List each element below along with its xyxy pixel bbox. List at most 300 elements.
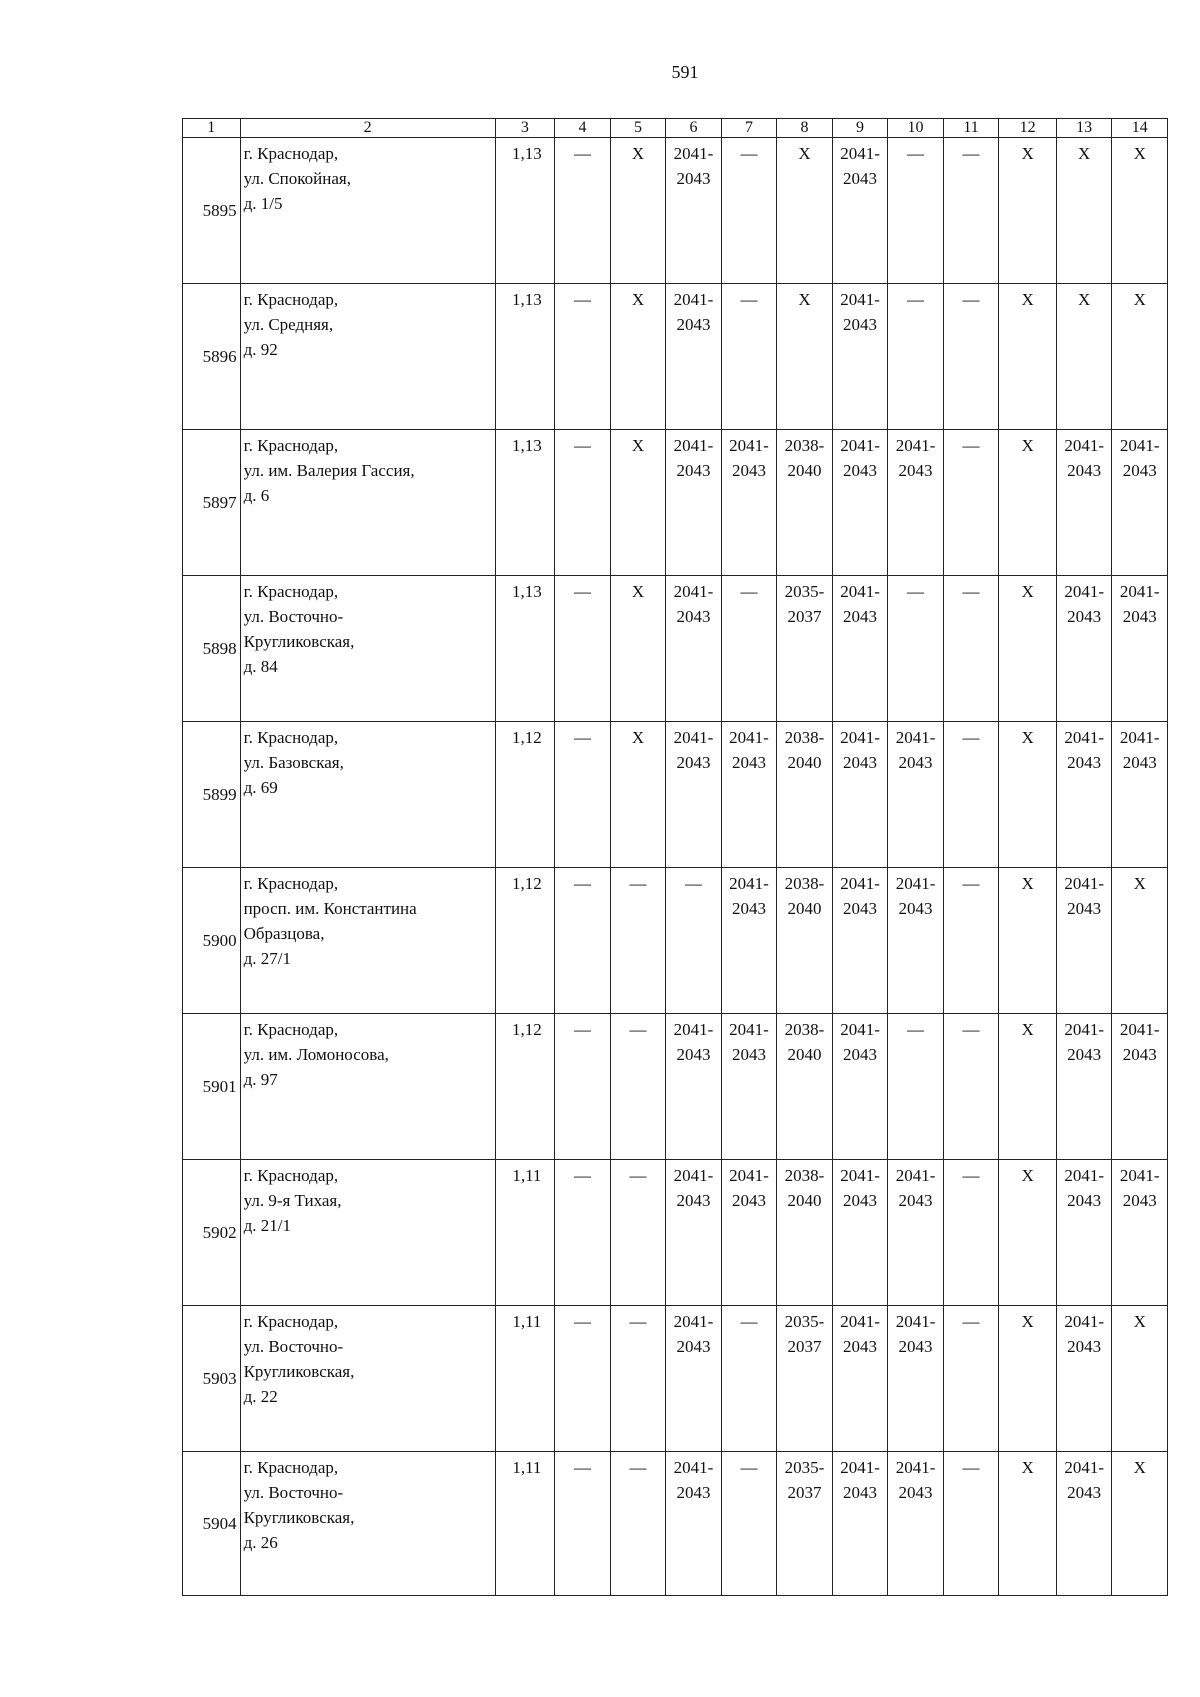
coefficient-cell: 1,13	[495, 576, 555, 722]
value-cell	[1112, 1306, 1168, 1452]
value-cell	[666, 138, 722, 284]
table-row	[183, 430, 1168, 576]
value-cell	[666, 430, 722, 576]
value-line: —	[907, 144, 925, 163]
value-line: 2043	[1067, 1045, 1102, 1064]
value-cell	[777, 1452, 833, 1596]
value-line: —	[573, 436, 591, 455]
value-cell	[832, 1452, 888, 1596]
value-line: 2043	[843, 1483, 878, 1502]
address-line: д. 21/1	[243, 1216, 291, 1235]
address-line: г. Краснодар,	[243, 1312, 339, 1331]
value-line: 2041-	[729, 1166, 769, 1185]
column-header: 5	[610, 119, 666, 138]
value-cell	[1112, 722, 1168, 868]
row-number: 5898	[183, 576, 241, 722]
value-cell	[1112, 138, 1168, 284]
value-cell	[943, 138, 999, 284]
value-line: 2041-	[1119, 1020, 1160, 1039]
value-cell	[999, 284, 1057, 430]
value-cell	[777, 430, 833, 576]
value-cell	[721, 1452, 777, 1596]
value-line: —	[907, 290, 925, 309]
table-body	[183, 138, 1168, 1596]
value-cell	[777, 722, 833, 868]
row-number: 5897	[183, 430, 241, 576]
value-line: Х	[1021, 582, 1034, 601]
value-line: Х	[1021, 144, 1034, 163]
table-row	[183, 576, 1168, 722]
value-cell	[999, 722, 1057, 868]
value-cell	[1056, 430, 1112, 576]
value-line: 2041-	[840, 290, 880, 309]
column-header: 4	[555, 119, 611, 138]
value-cell	[943, 868, 999, 1014]
value-line: 2041-	[1119, 582, 1160, 601]
address-line: д. 97	[243, 1070, 278, 1089]
value-line: —	[573, 1458, 591, 1477]
column-header: 12	[999, 119, 1057, 138]
value-line: —	[962, 1458, 980, 1477]
value-line: —	[573, 144, 591, 163]
value-line: 2040	[787, 1045, 822, 1064]
value-cell	[943, 1452, 999, 1596]
value-cell	[610, 284, 666, 430]
value-cell	[999, 868, 1057, 1014]
value-cell	[1056, 1306, 1112, 1452]
value-line: 2043	[676, 753, 711, 772]
value-cell	[943, 430, 999, 576]
table-row	[183, 284, 1168, 430]
address-line: д. 84	[243, 657, 278, 676]
value-line: —	[573, 1020, 591, 1039]
column-header: 11	[943, 119, 999, 138]
value-line: —	[573, 290, 591, 309]
row-number: 5896	[183, 284, 241, 430]
value-line: 2035-	[784, 1458, 825, 1477]
value-line: —	[962, 874, 980, 893]
address-line: г. Краснодар,	[243, 874, 339, 893]
value-line: Х	[1021, 874, 1034, 893]
address-cell	[240, 430, 495, 576]
value-line: 2041-	[673, 1166, 714, 1185]
value-cell	[555, 1160, 611, 1306]
value-line: 2041-	[1064, 1458, 1104, 1477]
address-cell	[240, 1160, 495, 1306]
value-line: 2038-	[784, 728, 825, 747]
address-line: г. Краснодар,	[243, 1458, 339, 1477]
value-line: —	[962, 144, 980, 163]
value-line: 2041-	[895, 1458, 936, 1477]
address-line: Кругликовская,	[243, 1508, 355, 1527]
table-row	[183, 1452, 1168, 1596]
value-cell	[1112, 284, 1168, 430]
value-line: —	[962, 1166, 980, 1185]
value-cell	[1112, 430, 1168, 576]
value-cell	[832, 430, 888, 576]
column-header: 6	[666, 119, 722, 138]
value-cell	[999, 138, 1057, 284]
value-line: 2038-	[784, 874, 825, 893]
address-line: Образцова,	[243, 924, 325, 943]
value-cell	[1056, 1014, 1112, 1160]
value-cell	[666, 1452, 722, 1596]
address-line: г. Краснодар,	[243, 1020, 339, 1039]
value-cell	[777, 284, 833, 430]
value-cell	[943, 1014, 999, 1160]
value-line: 2043	[731, 461, 766, 480]
address-line: ул. Восточно-	[243, 1483, 344, 1502]
value-line: Х	[631, 728, 645, 747]
value-line: 2043	[843, 1191, 878, 1210]
address-line: г. Краснодар,	[243, 582, 339, 601]
value-cell	[1056, 722, 1112, 868]
value-cell	[555, 284, 611, 430]
address-line: д. 6	[243, 486, 270, 505]
value-line: —	[907, 1020, 925, 1039]
value-cell	[943, 284, 999, 430]
value-line: —	[573, 1166, 591, 1185]
table-row	[183, 868, 1168, 1014]
value-line: Х	[1021, 1166, 1034, 1185]
column-header: 9	[832, 119, 888, 138]
value-cell	[888, 284, 944, 430]
value-line: 2043	[1067, 753, 1102, 772]
value-cell	[555, 722, 611, 868]
address-line: ул. Средняя,	[243, 315, 334, 334]
value-line: 2043	[898, 1337, 933, 1356]
value-line: 2041-	[1119, 728, 1160, 747]
address-line: д. 69	[243, 778, 278, 797]
address-line: д. 27/1	[243, 949, 291, 968]
value-cell	[721, 138, 777, 284]
address-cell	[240, 722, 495, 868]
coefficient-cell: 1,13	[495, 138, 555, 284]
value-cell	[555, 868, 611, 1014]
table-row	[183, 1160, 1168, 1306]
value-cell	[832, 868, 888, 1014]
value-line: 2041-	[840, 1458, 880, 1477]
value-line: —	[740, 1312, 758, 1331]
address-line: д. 1/5	[243, 194, 283, 213]
address-cell	[240, 1306, 495, 1452]
value-line: Х	[798, 290, 811, 309]
address-line: г. Краснодар,	[243, 436, 339, 455]
value-line: 2043	[843, 315, 878, 334]
value-line: 2041-	[895, 1166, 936, 1185]
value-cell	[777, 1160, 833, 1306]
value-line: 2043	[676, 1191, 711, 1210]
value-cell	[666, 1306, 722, 1452]
value-line: 2041-	[1119, 436, 1160, 455]
value-line: Х	[1021, 1020, 1034, 1039]
value-cell	[888, 430, 944, 576]
value-line: —	[740, 144, 758, 163]
value-cell	[721, 1306, 777, 1452]
value-cell	[1112, 1160, 1168, 1306]
column-header: 7	[721, 119, 777, 138]
value-line: —	[962, 582, 980, 601]
value-line: 2041-	[840, 1166, 880, 1185]
value-line: —	[962, 436, 980, 455]
value-line: 2043	[843, 753, 878, 772]
address-line: ул. Восточно-	[243, 607, 344, 626]
value-line: —	[740, 582, 758, 601]
value-cell	[832, 1160, 888, 1306]
value-line: 2043	[898, 753, 933, 772]
value-line: 2043	[1122, 1191, 1157, 1210]
value-line: —	[573, 874, 591, 893]
value-cell	[1112, 868, 1168, 1014]
value-cell	[666, 722, 722, 868]
coefficient-cell: 1,12	[495, 868, 555, 1014]
value-line: 2041-	[895, 1312, 936, 1331]
address-cell	[240, 1014, 495, 1160]
value-line: 2041-	[673, 582, 714, 601]
value-line: —	[684, 874, 702, 893]
address-cell	[240, 138, 495, 284]
value-cell	[1056, 284, 1112, 430]
value-line: 2043	[843, 169, 878, 188]
value-line: —	[573, 582, 591, 601]
value-cell	[555, 430, 611, 576]
value-cell	[777, 1306, 833, 1452]
row-number: 5900	[183, 868, 241, 1014]
table-header	[183, 119, 1168, 138]
value-line: 2041-	[729, 874, 769, 893]
page-number: 591	[671, 62, 699, 82]
value-line: 2041-	[895, 436, 936, 455]
address-line: ул. Спокойная,	[243, 169, 351, 188]
value-cell	[1056, 1160, 1112, 1306]
value-line: 2040	[787, 899, 822, 918]
value-line: —	[629, 1312, 647, 1331]
value-cell	[888, 722, 944, 868]
value-cell	[1056, 1452, 1112, 1596]
value-cell	[777, 868, 833, 1014]
value-line: 2043	[1067, 1483, 1102, 1502]
table-row	[183, 722, 1168, 868]
value-line: 2043	[843, 899, 878, 918]
value-line: 2043	[843, 1045, 878, 1064]
value-line: Х	[1078, 144, 1091, 163]
value-cell	[1056, 576, 1112, 722]
value-line: 2043	[898, 1483, 933, 1502]
value-line: 2041-	[673, 290, 714, 309]
row-number: 5901	[183, 1014, 241, 1160]
value-line: 2043	[1122, 753, 1157, 772]
coefficient-cell: 1,12	[495, 722, 555, 868]
row-number: 5899	[183, 722, 241, 868]
value-line: 2043	[843, 607, 878, 626]
value-line: —	[629, 1020, 647, 1039]
value-line: —	[962, 728, 980, 747]
column-header: 8	[777, 119, 833, 138]
value-cell	[721, 722, 777, 868]
value-cell	[1112, 576, 1168, 722]
value-cell	[721, 1014, 777, 1160]
value-line: 2043	[676, 1483, 711, 1502]
value-cell	[610, 430, 666, 576]
value-cell	[1056, 868, 1112, 1014]
value-cell	[666, 868, 722, 1014]
value-cell	[999, 576, 1057, 722]
value-line: 2041-	[840, 436, 880, 455]
value-line: Х	[631, 144, 645, 163]
value-line: 2035-	[784, 582, 825, 601]
value-line: 2037	[787, 1483, 822, 1502]
coefficient-cell: 1,13	[495, 284, 555, 430]
value-line: 2041-	[673, 728, 714, 747]
coefficient-cell: 1,11	[495, 1452, 555, 1596]
value-cell	[999, 430, 1057, 576]
value-line: 2037	[787, 607, 822, 626]
address-cell	[240, 1452, 495, 1596]
column-header: 14	[1112, 119, 1168, 138]
address-line: г. Краснодар,	[243, 1166, 339, 1185]
column-header: 1	[183, 119, 241, 138]
value-line: 2043	[843, 461, 878, 480]
value-line: 2041-	[673, 1312, 714, 1331]
value-cell	[999, 1014, 1057, 1160]
value-line: Х	[1021, 290, 1034, 309]
table-row	[183, 138, 1168, 284]
value-line: 2043	[1122, 607, 1157, 626]
value-line: 2043	[731, 1045, 766, 1064]
value-cell	[999, 1160, 1057, 1306]
value-line: —	[740, 290, 758, 309]
value-cell	[610, 1014, 666, 1160]
address-line: Кругликовская,	[243, 1362, 355, 1381]
value-cell	[610, 1452, 666, 1596]
value-cell	[721, 868, 777, 1014]
value-cell	[943, 576, 999, 722]
value-line: Х	[1078, 290, 1091, 309]
value-cell	[721, 430, 777, 576]
value-cell	[943, 722, 999, 868]
value-cell	[888, 1014, 944, 1160]
value-line: 2041-	[729, 1020, 769, 1039]
value-cell	[832, 284, 888, 430]
address-line: ул. 9-я Тихая,	[243, 1191, 342, 1210]
address-line: Кругликовская,	[243, 632, 355, 651]
value-line: 2043	[843, 1337, 878, 1356]
value-cell	[832, 576, 888, 722]
value-line: Х	[1021, 728, 1034, 747]
value-line: 2041-	[840, 1312, 880, 1331]
value-line: —	[962, 290, 980, 309]
value-line: 2038-	[784, 436, 825, 455]
value-cell	[666, 1160, 722, 1306]
value-cell	[943, 1306, 999, 1452]
value-line: 2043	[1067, 461, 1102, 480]
value-line: 2037	[787, 1337, 822, 1356]
value-line: 2041-	[895, 728, 936, 747]
value-line: Х	[1133, 1312, 1146, 1331]
value-line: 2041-	[840, 144, 880, 163]
coefficient-cell: 1,12	[495, 1014, 555, 1160]
value-line: —	[962, 1312, 980, 1331]
value-cell	[777, 576, 833, 722]
value-line: 2043	[1067, 1191, 1102, 1210]
value-line: —	[573, 1312, 591, 1331]
value-cell	[1112, 1452, 1168, 1596]
value-line: 2043	[676, 461, 711, 480]
value-cell	[610, 138, 666, 284]
value-line: 2043	[898, 899, 933, 918]
value-cell	[832, 722, 888, 868]
coefficient-cell: 1,11	[495, 1160, 555, 1306]
value-line: 2041-	[1119, 1166, 1160, 1185]
value-line: —	[740, 1458, 758, 1477]
address-line: просп. им. Константина	[243, 899, 417, 918]
value-line: —	[962, 1020, 980, 1039]
value-line: —	[629, 1458, 647, 1477]
value-line: —	[629, 1166, 647, 1185]
value-cell	[721, 1160, 777, 1306]
column-header: 2	[240, 119, 495, 138]
value-line: 2041-	[895, 874, 936, 893]
value-line: —	[629, 874, 647, 893]
value-cell	[832, 1306, 888, 1452]
value-cell	[888, 1452, 944, 1596]
address-line: ул. Базовская,	[243, 753, 344, 772]
value-cell	[888, 138, 944, 284]
value-line: 2038-	[784, 1020, 825, 1039]
value-line: 2043	[731, 899, 766, 918]
value-line: 2043	[1067, 1337, 1102, 1356]
value-line: 2041-	[840, 1020, 880, 1039]
value-line: 2043	[676, 315, 711, 334]
value-line: 2041-	[729, 436, 769, 455]
value-line: 2043	[1067, 607, 1102, 626]
address-cell	[240, 576, 495, 722]
value-cell	[999, 1452, 1057, 1596]
registry-table	[182, 118, 1168, 1596]
value-line: Х	[1133, 144, 1146, 163]
value-cell	[610, 868, 666, 1014]
value-cell	[555, 576, 611, 722]
value-line: 2041-	[1064, 1020, 1104, 1039]
coefficient-cell: 1,11	[495, 1306, 555, 1452]
address-line: г. Краснодар,	[243, 290, 339, 309]
row-number: 5903	[183, 1306, 241, 1452]
value-cell	[555, 1014, 611, 1160]
value-line: Х	[631, 436, 645, 455]
value-line: 2041-	[840, 728, 880, 747]
value-cell	[832, 138, 888, 284]
value-cell	[943, 1160, 999, 1306]
value-cell	[666, 1014, 722, 1160]
value-line: 2043	[676, 1045, 711, 1064]
row-number: 5902	[183, 1160, 241, 1306]
column-header: 3	[495, 119, 555, 138]
address-line: д. 22	[243, 1387, 278, 1406]
value-cell	[888, 1306, 944, 1452]
value-cell	[555, 1452, 611, 1596]
row-number: 5904	[183, 1452, 241, 1596]
value-line: 2035-	[784, 1312, 825, 1331]
value-cell	[666, 576, 722, 722]
value-cell	[555, 138, 611, 284]
value-line: 2043	[1067, 899, 1102, 918]
address-cell	[240, 868, 495, 1014]
value-cell	[666, 284, 722, 430]
value-cell	[999, 1306, 1057, 1452]
value-line: 2040	[787, 461, 822, 480]
value-line: 2041-	[1064, 1166, 1104, 1185]
value-cell	[777, 138, 833, 284]
